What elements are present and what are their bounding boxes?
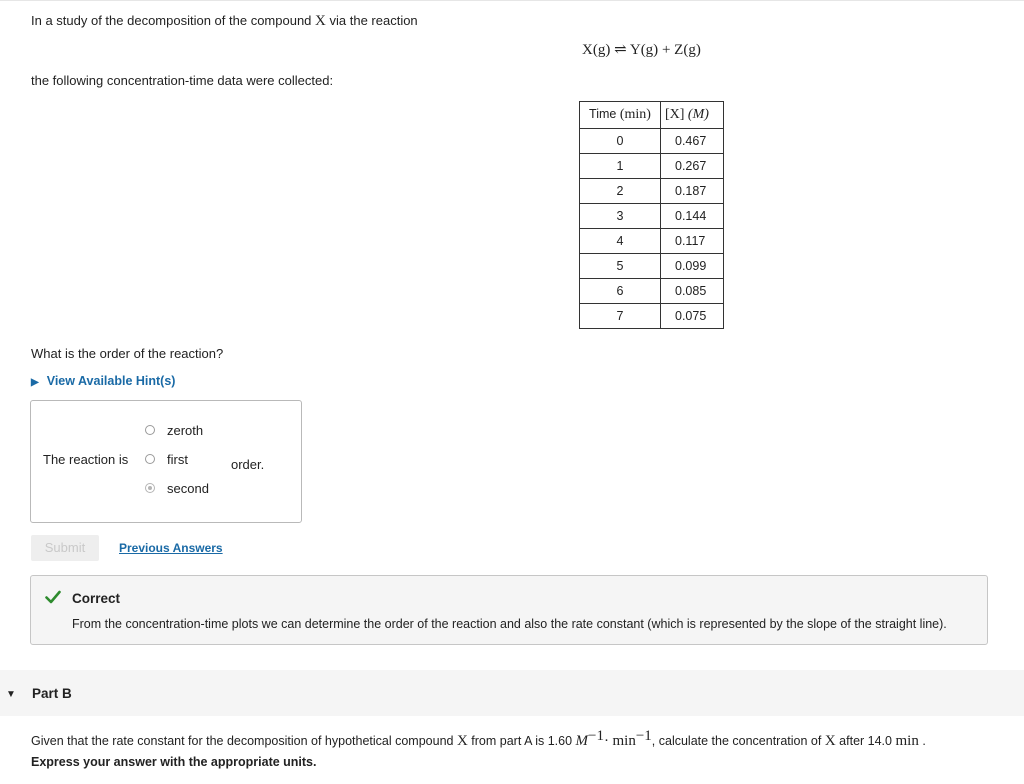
option-first-label: first [167,451,188,467]
unit-min: min [612,733,636,750]
intro-text [31,13,418,30]
conc-cell: 0.144 [661,204,724,229]
table-row [580,154,724,179]
submit-button[interactable]: Submit [31,535,99,561]
question-text: What is the order of the reaction? [31,346,224,361]
part-b-title[interactable]: Part B [32,686,72,701]
table-body [580,129,724,329]
time-header-label: Time [589,107,617,121]
conc-cell: 0.267 [661,154,724,179]
part-b-text-2: from part A is 1.60 [471,734,573,749]
radio-second[interactable] [145,483,155,493]
option-second[interactable] [145,479,209,497]
intro-suffix: via the reaction [329,13,418,28]
feedback-panel [30,575,988,645]
part-b-text-1: Given that the rate constant for the decomposition of hypothetical compound [31,734,454,749]
part-b-header[interactable] [0,670,1024,716]
option-zeroth-label: zeroth [167,422,204,438]
option-second-label: second [167,480,209,496]
time-column-header [580,102,661,129]
intro-prefix: In a study of the decomposition of the compound [31,13,312,28]
expand-triangle-icon: ▶ [31,377,39,388]
radio-first[interactable] [145,454,155,464]
intro-compound: X [315,13,326,29]
hint-link-label: View Available Hint(s) [46,374,176,388]
part-b-period: . [922,734,926,749]
collapse-triangle-icon[interactable]: ▼ [6,689,16,700]
exp-min: −1 [635,728,652,744]
time-cell: 2 [580,179,661,204]
table-row [580,229,724,254]
time-cell: 5 [580,254,661,279]
unit-dot: · [604,733,609,750]
table-row [580,129,724,154]
table-header-row [580,102,724,129]
option-zeroth[interactable] [145,421,203,439]
table-row [580,179,724,204]
exp-molarity: −1 [588,728,604,744]
time-cell: 3 [580,204,661,229]
part-b-text-3: , calculate the concentration of [651,734,822,749]
checkmark-icon [45,590,61,604]
answer-prefix: The reaction is [43,452,129,467]
data-intro-text: the following concentration-time data were collected: [31,73,334,88]
time-cell: 7 [580,304,661,329]
conc-header-unit: (M) [687,107,709,122]
time-cell: 1 [580,154,661,179]
previous-answers-link[interactable]: Previous Answers [119,541,223,555]
option-first[interactable] [145,450,188,468]
table-row [580,204,724,229]
express-instruction: Express your answer with the appropriate units. [31,755,317,769]
part-b-compound: X [456,733,468,750]
reaction-reactant: X(g) [582,42,611,58]
concentration-time-table [579,101,724,329]
table-row [580,304,724,329]
feedback-text: From the concentration-time plots we can determine the order of the reaction and also the rate constant (which is represented by the slope of the straight line). [72,617,947,631]
time-cell: 6 [580,279,661,304]
feedback-title: Correct [72,591,121,606]
time-header-unit: (min) [619,107,651,122]
reaction-product-y: Y(g) [629,42,659,58]
unit-molarity: M [575,733,589,750]
time-cell: 0 [580,129,661,154]
part-b-compound-2: X [824,733,836,750]
reaction-product-z: Z(g) [674,42,701,58]
top-divider [0,0,1024,1]
reaction-plus: + [661,42,671,58]
conc-cell: 0.117 [661,229,724,254]
reaction-equation [582,40,701,59]
conc-cell: 0.085 [661,279,724,304]
equilibrium-arrow: ⇌ [614,42,627,58]
answer-suffix: order. [231,457,265,472]
table-row [580,254,724,279]
unit-time-min: min [895,733,919,750]
radio-zeroth[interactable] [145,425,155,435]
answer-box [30,400,302,523]
conc-cell: 0.187 [661,179,724,204]
view-hints-link[interactable] [31,374,175,388]
table-row [580,279,724,304]
part-b-question [31,728,926,750]
conc-cell: 0.467 [661,129,724,154]
time-cell: 4 [580,229,661,254]
conc-cell: 0.075 [661,304,724,329]
part-b-text-4: after 14.0 [839,734,892,749]
conc-header-label: [X] [665,107,685,122]
conc-cell: 0.099 [661,254,724,279]
concentration-column-header [661,102,724,129]
